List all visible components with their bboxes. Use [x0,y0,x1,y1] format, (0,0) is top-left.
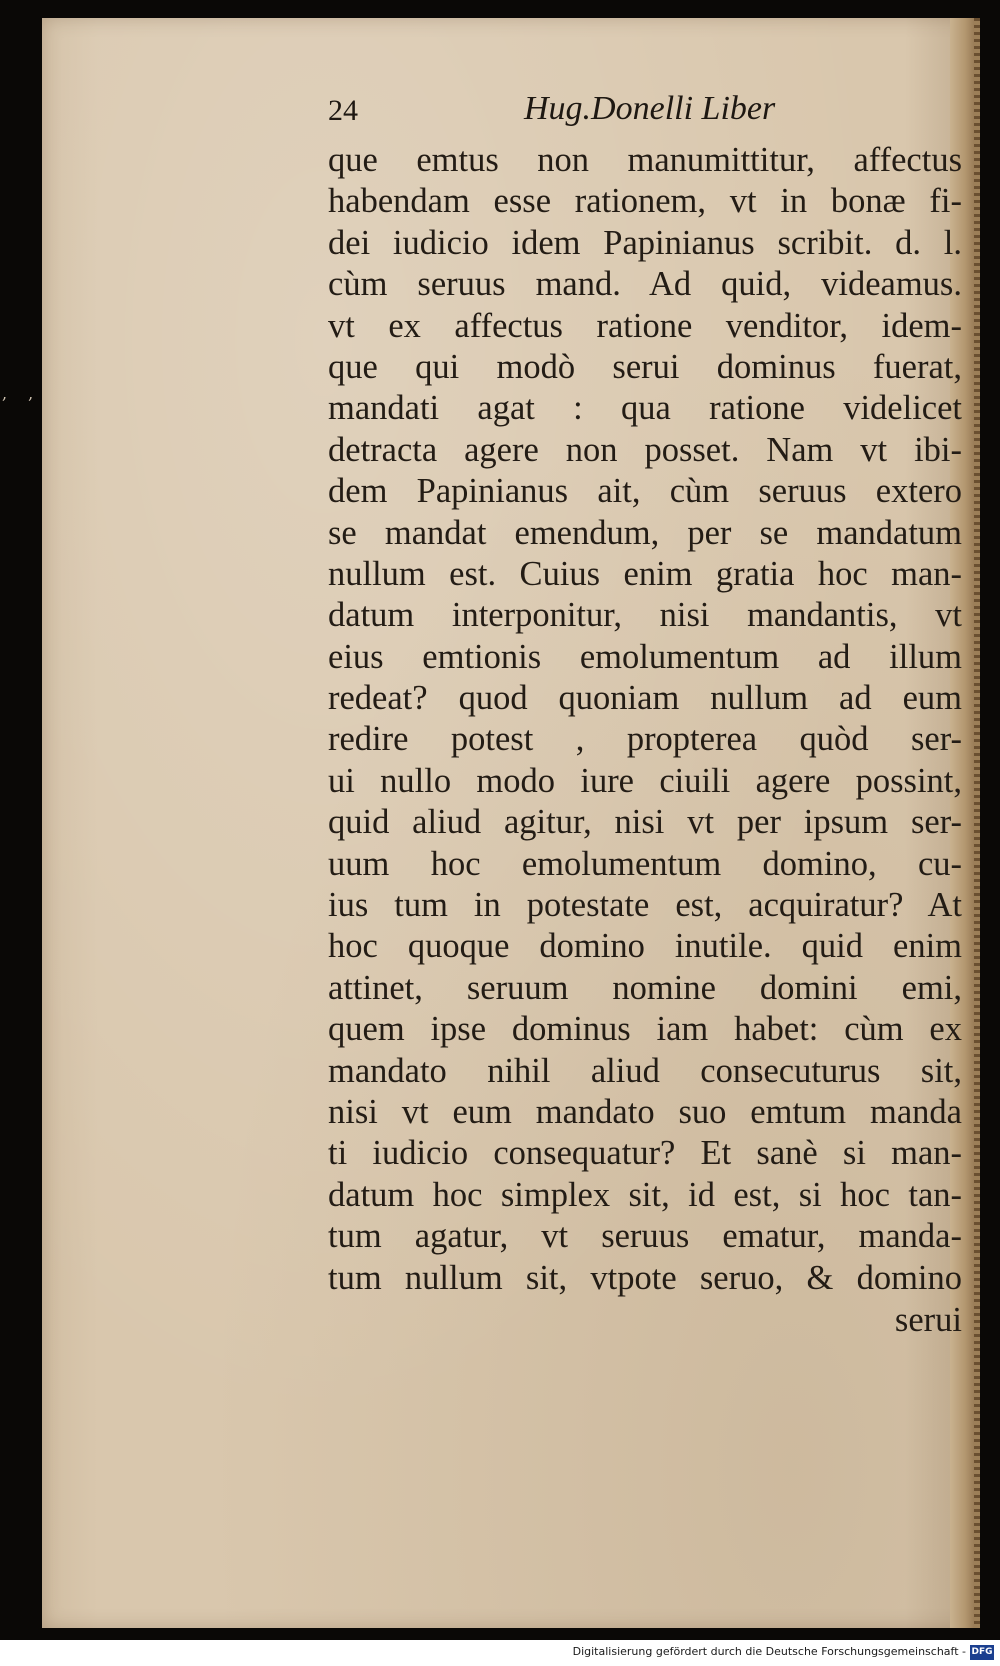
text-line: cùm seruus mand. Ad quid, videamus. [328,265,962,304]
page-stack-edge [974,18,980,1628]
running-title: Hug.Donelli Liber [524,90,776,127]
page-number: 24 [328,94,358,127]
text-line: que emtus non manumittitur, affectus [328,141,962,179]
running-head [328,90,808,134]
text-line: redire potest , propterea quòd ser- [328,720,962,759]
text-line: hoc quoque domino inutile. quid enim [328,927,962,966]
text-line: quem ipse dominus iam habet: cùm ex [328,1010,962,1049]
text-line: tum agatur, vt seruus ematur, manda- [328,1217,962,1256]
text-line: ti iudicio consequatur? Et sanè si man- [328,1134,962,1173]
text-line: dei iudicio idem Papinianus scribit. d. l. [328,223,962,262]
text-line: nisi vt eum mandato suo emtum manda [328,1092,962,1131]
text-line: tum nullum sit, vtpote seruo, & domino [328,1258,962,1297]
text-line: que qui modò serui dominus fuerat, [328,347,962,386]
text-line: datum hoc simplex sit, id est, si hoc tan- [328,1175,962,1214]
text-line: ui nullo modo iure ciuili agere possint, [328,761,962,800]
text-line: mandato nihil aliud consecuturus sit, [328,1051,962,1090]
text-line: habendam esse rationem, vt in bonæ fi- [328,182,962,221]
text-line: datum interponitur, nisi mandantis, vt [328,596,962,635]
text-line: quid aliud agitur, nisi vt per ipsum ser- [328,803,962,842]
text-line: nullum est. Cuius enim gratia hoc man- [328,554,962,593]
text-line: eius emtionis emolumentum ad illum [328,637,962,676]
text-line: mandati agat : qua ratione videlicet [328,389,962,428]
funding-credit: Digitalisierung gefördert durch die Deutsche Forschungsgemeinschaft - [572,1645,966,1658]
stray-ink-marks: , , [2,384,42,403]
dfg-logo: DFG [970,1645,994,1660]
body-text [328,140,962,1341]
text-line: ius tum in potestate est, acquiratur? At [328,886,962,925]
text-line: uum hoc emolumentum domino, cu- [328,844,962,883]
text-line: detracta agere non posset. Nam vt ibi- [328,430,962,469]
text-line: dem Papinianus ait, cùm seruus extero [328,472,962,511]
text-line: redeat? quod quoniam nullum ad eum [328,679,962,718]
catchword: serui [894,1300,962,1339]
text-line: attinet, seruum nomine domini emi, [328,968,962,1007]
text-line: vt ex affectus ratione venditor, idem- [328,306,962,345]
digitization-footer [0,1640,1000,1666]
text-line: se mandat emendum, per se mandatum [328,513,962,552]
